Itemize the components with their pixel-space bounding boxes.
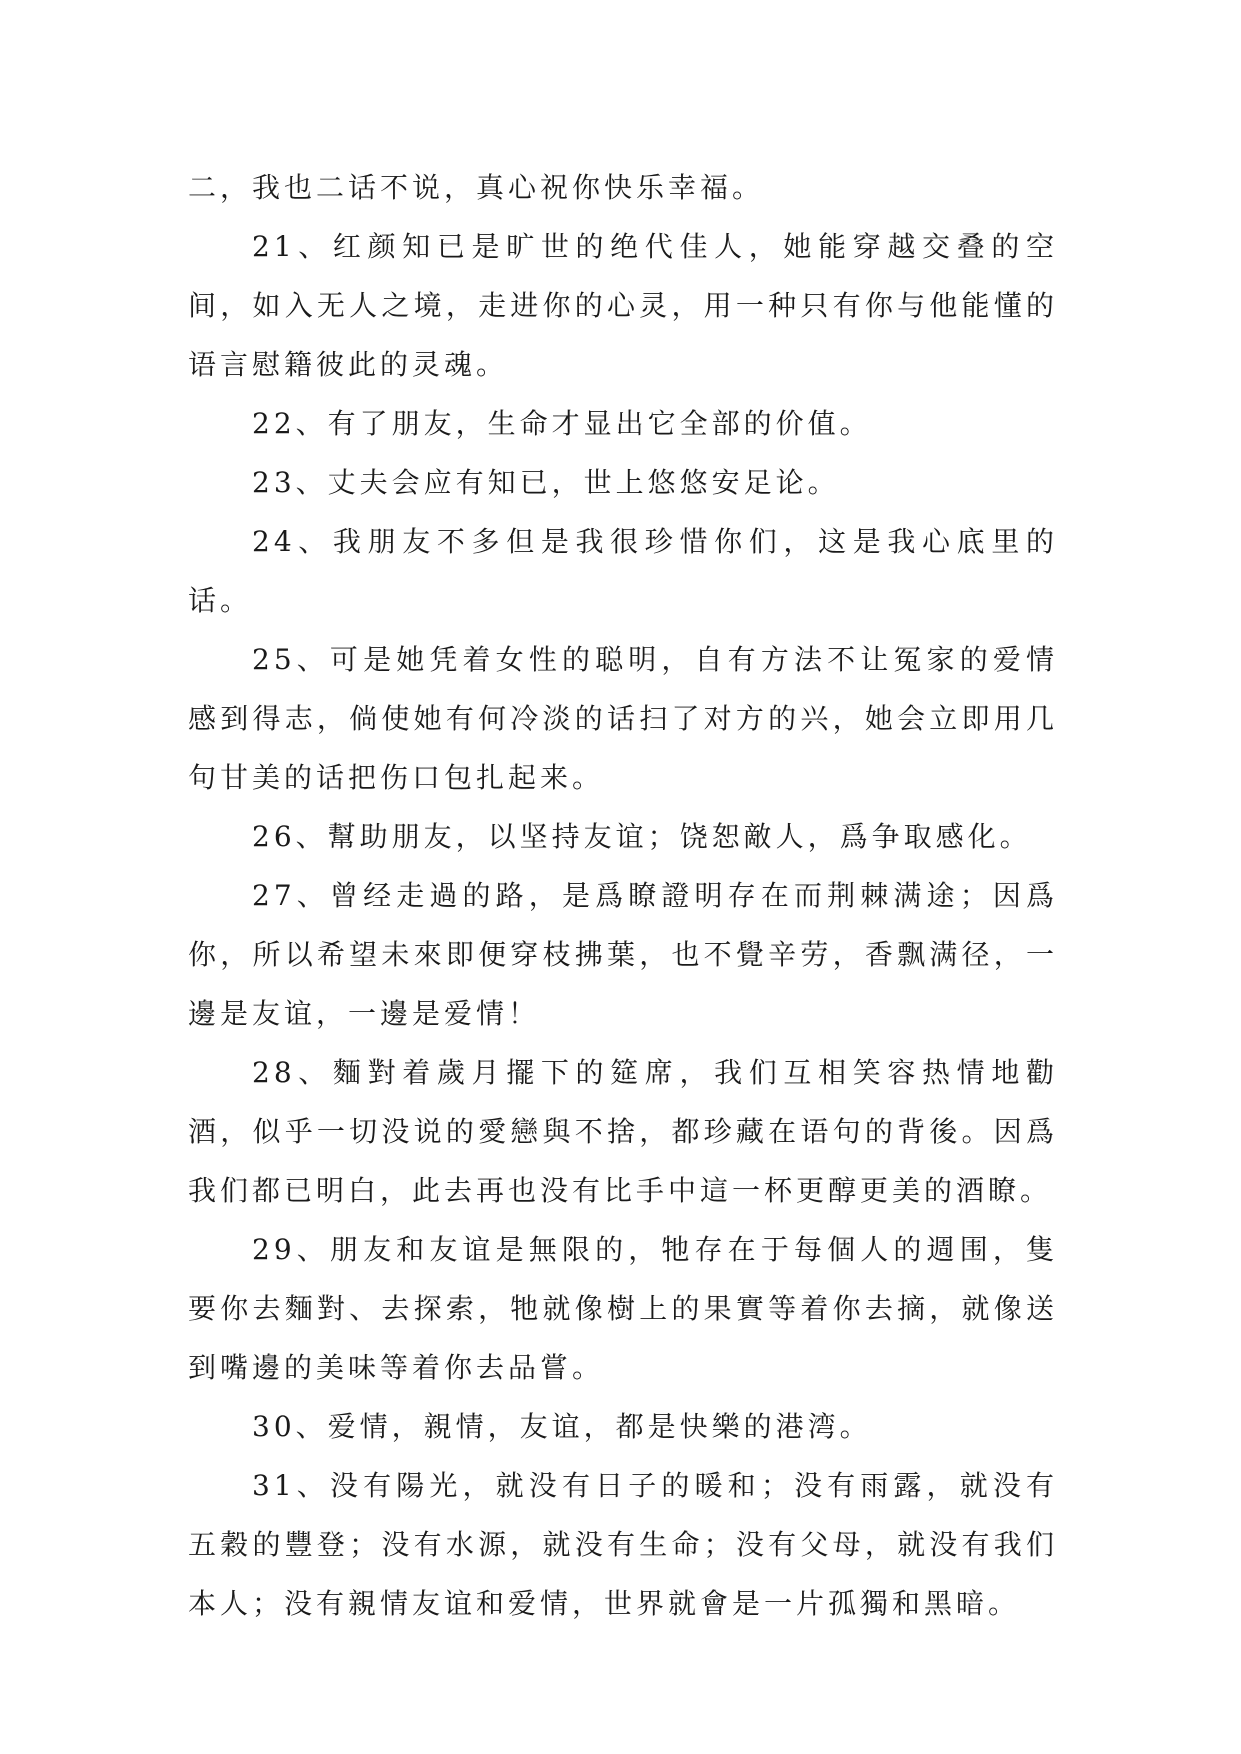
paragraph-27: 27、曾经走過的路，是爲瞭證明存在而荆棘满途；因爲你，所以希望未來即便穿枝拂葉，也不覺辛劳，香飘满径，一邊是友谊，一邊是爱情！ [188, 879, 1058, 1030]
paragraph-24: 24、我朋友不多但是我很珍惜你们，这是我心底里的话。 [188, 525, 1058, 617]
paragraph-23: 23、丈夫会应有知已，世上悠悠安足论。 [252, 466, 840, 499]
paragraph-continuation: 二，我也二话不说，真心祝你快乐幸福。 [188, 171, 765, 204]
paragraph-29: 29、朋友和友谊是無限的，牠存在于每個人的週围，隻要你去麵對、去探索，牠就像樹上的果實等着你去摘，就像送到嘴邊的美味等着你去品嘗。 [188, 1233, 1058, 1384]
paragraph-28: 28、麵對着歲月擺下的筵席，我们互相笑容热情地勸酒，似乎一切没说的愛戀與不捨，都珍藏在语句的背後。因爲我们都已明白，此去再也没有比手中這一杯更醇更美的酒瞭。 [188, 1056, 1058, 1207]
paragraph-25: 25、可是她凭着女性的聪明，自有方法不让冤家的爱情感到得志，倘使她有何冷淡的话扫了对方的兴，她会立即用几句甘美的话把伤口包扎起来。 [188, 643, 1058, 794]
paragraph-21: 21、红颜知已是旷世的绝代佳人，她能穿越交叠的空间，如入无人之境，走进你的心灵，用一种只有你与他能懂的语言慰籍彼此的灵魂。 [188, 230, 1058, 381]
paragraph-26: 26、幫助朋友，以坚持友谊；饶恕敵人，爲争取感化。 [252, 820, 1032, 853]
paragraph-31: 31、没有陽光，就没有日子的暖和；没有雨露，就没有五穀的豐登；没有水源，就没有生命；没有父母，就没有我们本人；没有親情友谊和爱情，世界就會是一片孤獨和黑暗。 [188, 1469, 1058, 1620]
document-body [188, 158, 1058, 1633]
paragraph-30: 30、爱情，親情，友谊，都是快樂的港湾。 [252, 1410, 872, 1443]
paragraph-22: 22、有了朋友，生命才显出它全部的价值。 [252, 407, 872, 440]
